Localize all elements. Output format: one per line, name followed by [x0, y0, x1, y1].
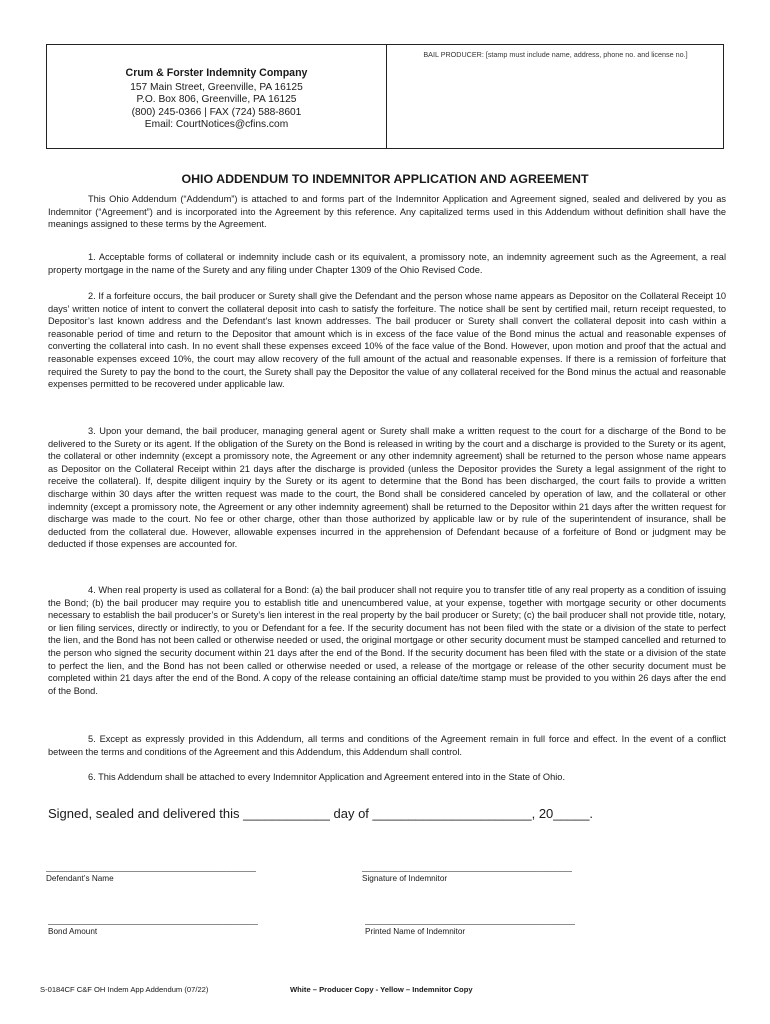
printed-name-indemnitor-field[interactable]	[365, 915, 575, 936]
signed-sealed-delivered-line[interactable]: Signed, sealed and delivered this ____________ day of ______________________, 20_____.	[48, 806, 594, 821]
defendant-name-underline[interactable]: __________________________________________	[46, 862, 257, 872]
paragraph-1: 1. Acceptable forms of collateral or indemnity include cash or its equivalent, a promissory note, an indemnity agreement such as the Agreement, a real property mortgage in the name of the Surety and any filing under Chapter 1309 of the Ohio Revised Code.	[48, 252, 726, 275]
paragraph-5: 5. Except as expressly provided in this Addendum, all terms and conditions of the Agreement remain in full force and effect. In the event of a conflict between the terms and conditions of the Agreement and this Addendum, this Addendum shall control.	[48, 734, 726, 757]
form-code: S-0184CF C&F OH Indem App Addendum (07/22)	[40, 985, 209, 994]
company-address-line2: P.O. Box 806, Greenville, PA 16125	[136, 94, 297, 106]
company-address-line1: 157 Main Street, Greenville, PA 16125	[130, 81, 303, 93]
company-name: Crum & Forster Indemnity Company	[125, 67, 308, 79]
copy-distribution-note: White – Producer Copy - Yellow – Indemnitor Copy	[290, 985, 473, 994]
bond-amount-field[interactable]	[48, 915, 258, 936]
header-box	[46, 44, 724, 149]
defendant-name-field[interactable]	[46, 862, 256, 883]
intro-paragraph: This Ohio Addendum (“Addendum”) is attached to and forms part of the Indemnitor Application and Agreement signed, sealed and delivered by you as Indemnitor (“Agreement”) and is incorporated into the Agreement by this reference. Any capitalized terms used in this Addendum without definition shall have the meanings assigned to these terms by the Agreement.	[48, 194, 726, 230]
signature-indemnitor-underline[interactable]: __________________________________________	[362, 862, 573, 872]
paragraph-4: 4. When real property is used as collateral for a Bond: (a) the bail producer shall not require you to transfer title of any real property as a condition of issuing the Bond; (b) the bail producer may require you to establish title and unencumbered value, at your expense, together with mortgage security or other documents necessary to establish the bail producer’s or Surety’s lien interest in the real property by the bail producer or Surety; (c) the bail producer shall not provide title, notary, or lien filing services, directly or indirectly, to you or Defendant for a fee. If the security document has not been filed with the state or a division of the state to perfect the lien, and the Bond has not been called or otherwise needed or used, the original mortgage or other security document must be stamped cancelled and returned to the person who signed the security document within 21 days after the end of the Bond. If the security document has been filed with the state or a division of the state to perfect the lien, and the Bond has not been called or otherwise needed or used, a release of the mortgage or release of the other security document must be completed within 21 days after the end of the Bond. A copy of the release containing an official date/time stamp must be provided to you within 26 days after the end of the Bond.	[48, 585, 726, 696]
bail-producer-stamp-note: BAIL PRODUCER: [stamp must include name, address, phone no. and license no.]	[423, 50, 688, 59]
company-phone-fax: (800) 245-0366 | FAX (724) 588-8601	[131, 106, 302, 118]
paragraph-2: 2. If a forfeiture occurs, the bail producer or Surety shall give the Defendant and the person whose name appears as Depositor on the Collateral Receipt 10 days’ written notice of intent to convert the collateral deposit into cash to satisfy the forfeiture. The notice shall be sent by certified mail, return receipt requested, to Depositor’s last known address and the Defendant’s last known addresses. The bail producer or Surety shall convert the collateral deposit into cash within a reasonable period of time and return to the Depositor that amount which is in excess of the face value of the Bond minus the actual and reasonable expenses of converting the collateral into cash. In no event shall these expenses exceed 10% of the face value of the Bond. However, upon motion and proof that the actual and reasonable expenses exceed 10%, the court may allow recovery of the full amount of the actual and reasonable expenses. If there is a remission of forfeiture that required the Surety to pay the bond to the court, the Surety shall pay the Depositor the value of any collateral received for the Bond minus the actual and reasonable expenses permitted to be recovered under applicable law.	[48, 291, 726, 390]
paragraph-6: 6. This Addendum shall be attached to every Indemnitor Application and Agreement entered into in the State of Ohio.	[88, 772, 566, 782]
paragraph-3: 3. Upon your demand, the bail producer, managing general agent or Surety shall make a written request to the court for a discharge of the Bond to be delivered to the Surety or its agent. If the obligation of the Surety on the Bond is released in writing by the court and a discharge is provided to the Surety or its agent, the collateral or other indemnity (except a promissory note, the Agreement or any other indemnity agreement) shall be returned to the person whose name appears as Depositor on the Collateral Receipt within 21 days after the discharge is provided (unless the Depositor provides the Surety a legal assignment of the right to receive the collateral). If, despite diligent inquiry by the Surety or its agent to determine that the Bond has been discharged, the court fails to provide a written discharge within 30 days after the written request was made to the court, the Bond shall be considered canceled by operation of law, and the collateral or other indemnity (except a promissory note, the Agreement or any other indemnity agreement) shall be returned to the Depositor within 21 days after the written request for discharge was made to the court. No fee or other charge, other than those authorized by applicable law or by rule of the superintendent of insurance, shall be deducted from the collateral due. However, allowable expenses incurred in the apprehension of Defendant because of a forfeiture of Bond or judgment may be deducted if those expenses are accounted for.	[48, 426, 726, 550]
header-divider	[386, 45, 387, 149]
defendant-name-label: Defendant’s Name	[46, 874, 114, 883]
printed-name-indemnitor-underline[interactable]: __________________________________________	[365, 915, 576, 925]
signature-indemnitor-field[interactable]	[362, 862, 572, 883]
signature-indemnitor-label: Signature of Indemnitor	[362, 874, 448, 883]
document-title: OHIO ADDENDUM TO INDEMNITOR APPLICATION AND AGREEMENT	[181, 172, 589, 186]
bond-amount-label: Bond Amount	[48, 927, 98, 936]
bond-amount-underline[interactable]: __________________________________________	[48, 915, 259, 925]
printed-name-indemnitor-label: Printed Name of Indemnitor	[365, 927, 466, 936]
company-info	[47, 67, 386, 132]
company-email: Email: CourtNotices@cfins.com	[144, 119, 289, 131]
